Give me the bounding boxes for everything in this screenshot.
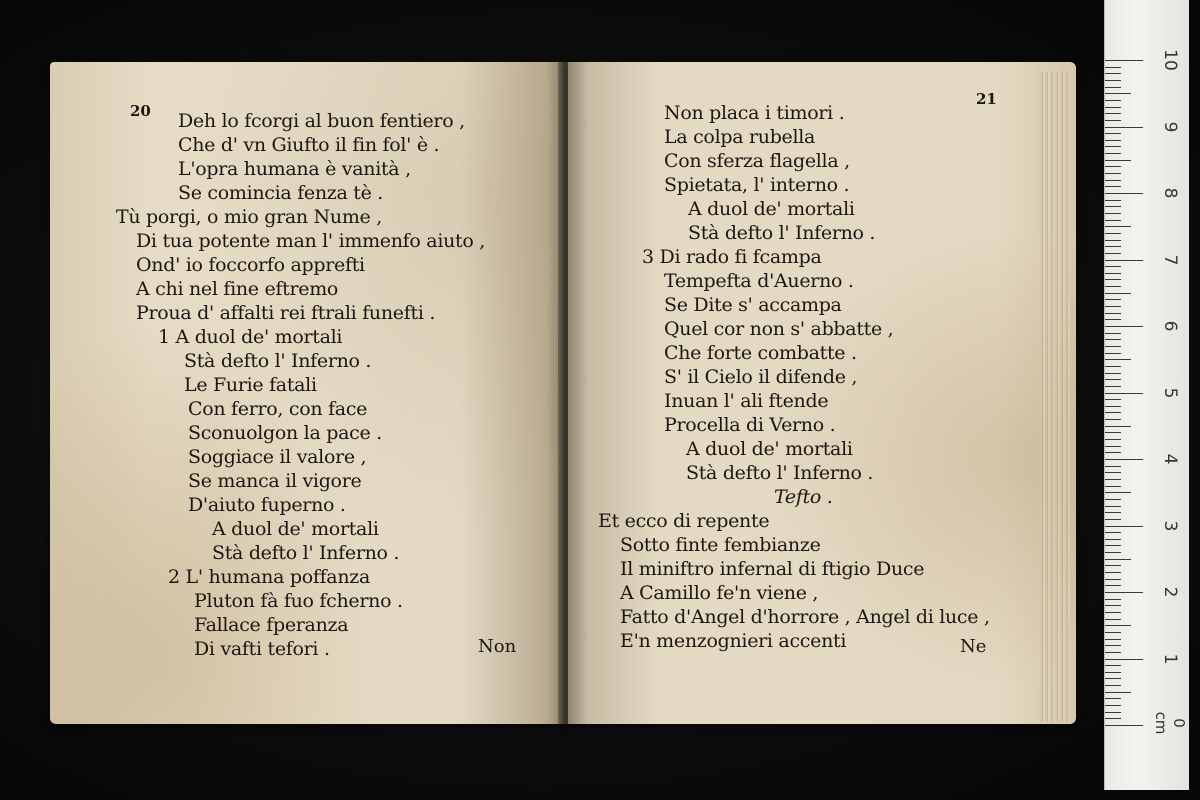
ruler-number: 3 <box>1160 520 1180 532</box>
ruler-tick <box>1105 260 1143 261</box>
ruler-tick <box>1105 486 1121 487</box>
text-line: Se manca il vigore <box>188 470 362 492</box>
text-line: Deh lo fcorgi al buon fentiero , <box>178 110 465 132</box>
text-line: A duol de' mortali <box>688 198 855 220</box>
text-line: Se Dite s' accampa <box>664 294 842 316</box>
text-line: Se comincia fenza tè . <box>178 182 384 204</box>
right-catchword: Ne <box>960 636 987 657</box>
ruler-tick <box>1105 153 1121 154</box>
ruler-tick <box>1105 692 1131 693</box>
ruler-tick <box>1105 293 1131 294</box>
ruler-tick <box>1105 725 1143 726</box>
ruler-tick <box>1105 432 1121 433</box>
right-page-number: 21 <box>976 90 997 108</box>
ruler-tick <box>1105 233 1121 234</box>
ruler-tick <box>1105 393 1143 394</box>
text-line: Che forte combatte . <box>664 342 857 364</box>
ruler-tick <box>1105 632 1121 633</box>
ruler-tick <box>1105 339 1121 340</box>
ruler-tick <box>1105 113 1121 114</box>
ruler-tick <box>1105 539 1121 540</box>
ruler-tick <box>1105 419 1121 420</box>
ruler-tick <box>1105 73 1121 74</box>
ruler-tick <box>1105 326 1143 327</box>
ruler-tick <box>1105 166 1121 167</box>
ruler-tick <box>1105 346 1121 347</box>
text-line: S' il Cielo il difende , <box>664 366 858 388</box>
ruler-tick <box>1105 665 1121 666</box>
text-line: Soggiace il valore , <box>188 446 367 468</box>
ruler-tick <box>1105 599 1121 600</box>
ruler-tick <box>1105 412 1121 413</box>
page-edges <box>1040 72 1070 722</box>
ruler-tick <box>1105 193 1143 194</box>
ruler-tick <box>1105 446 1121 447</box>
ruler-tick <box>1105 545 1121 546</box>
text-line: Di vafti tefori . <box>194 638 330 660</box>
text-line: 2 L' humana poffanza <box>168 566 370 588</box>
text-line: Procella di Verno . <box>664 414 836 436</box>
text-line: Tempefta d'Auerno . <box>664 270 854 292</box>
ruler-tick <box>1105 299 1121 300</box>
ruler-tick <box>1105 80 1121 81</box>
ruler-tick <box>1105 213 1121 214</box>
ruler-tick <box>1105 173 1121 174</box>
text-line: Stà defto l' Inferno . <box>212 542 400 564</box>
ruler-tick <box>1105 645 1121 646</box>
ruler-tick <box>1105 253 1121 254</box>
ruler-tick <box>1105 639 1121 640</box>
ruler-tick <box>1105 472 1121 473</box>
ruler-tick <box>1105 353 1121 354</box>
text-line: Con ferro, con face <box>188 398 368 420</box>
ruler-tick <box>1105 313 1121 314</box>
text-line: Quel cor non s' abbatte , <box>664 318 894 340</box>
ruler-tick <box>1105 625 1131 626</box>
ruler-tick <box>1105 366 1121 367</box>
ruler-tick <box>1105 60 1143 61</box>
ruler-tick <box>1105 439 1121 440</box>
ruler-tick <box>1105 565 1121 566</box>
ruler-tick <box>1105 705 1121 706</box>
ruler-tick <box>1105 452 1121 453</box>
ruler-tick <box>1105 512 1121 513</box>
ruler-tick <box>1105 406 1121 407</box>
text-line: Stà defto l' Inferno . <box>686 462 874 484</box>
ruler-tick <box>1105 333 1121 334</box>
text-line: Pluton fà fuo fcherno . <box>194 590 403 612</box>
ruler-number: 9 <box>1160 121 1180 133</box>
text-line: Fallace fperanza <box>194 614 349 636</box>
text-line: Che d' vn Giufto il fin fol' è . <box>178 134 440 156</box>
ruler-number: 8 <box>1160 187 1180 199</box>
right-page <box>568 62 1076 724</box>
ruler-tick <box>1105 386 1121 387</box>
ruler-tick <box>1105 140 1121 141</box>
text-line: Con sferza flagella , <box>664 150 850 172</box>
text-line: Ond' io foccorfo apprefti <box>136 254 365 276</box>
ruler-tick <box>1105 133 1121 134</box>
left-page <box>50 62 562 724</box>
text-line: Proua d' affalti rei ftrali funefti . <box>136 302 436 324</box>
ruler-number: 4 <box>1160 453 1180 465</box>
ruler-tick <box>1105 279 1121 280</box>
text-line: 3 Di rado fi fcampa <box>642 246 822 268</box>
ruler-tick <box>1105 659 1143 660</box>
left-page-text <box>50 62 562 724</box>
ruler-number: 2 <box>1160 586 1180 598</box>
ruler-tick <box>1105 712 1121 713</box>
ruler-tick <box>1105 246 1121 247</box>
ruler-tick <box>1105 273 1121 274</box>
left-catchword: Non <box>478 636 517 657</box>
text-line: Fatto d'Angel d'horrore , Angel di luce , <box>620 606 990 628</box>
ruler-unit-label: 0 cm <box>1152 711 1188 735</box>
ruler-tick <box>1105 200 1121 201</box>
ruler-tick <box>1105 379 1121 380</box>
ruler-tick <box>1105 100 1121 101</box>
text-line: Stà defto l' Inferno . <box>688 222 876 244</box>
text-line: Stà defto l' Inferno . <box>184 350 372 372</box>
ruler-tick <box>1105 373 1121 374</box>
ruler-tick <box>1105 698 1121 699</box>
ruler-tick <box>1105 127 1143 128</box>
ruler-tick <box>1105 186 1121 187</box>
text-line: Sotto finte fembianze <box>620 534 821 556</box>
ruler-number: 5 <box>1160 387 1180 399</box>
text-line: A duol de' mortali <box>686 438 853 460</box>
ruler-number: 1 <box>1160 653 1180 665</box>
ruler-tick <box>1105 146 1121 147</box>
ruler-tick <box>1105 678 1121 679</box>
text-line: A Camillo fe'n viene , <box>620 582 819 604</box>
left-page-number: 20 <box>130 102 151 120</box>
measurement-ruler <box>1104 0 1189 790</box>
text-line: 1 A duol de' mortali <box>158 326 343 348</box>
text-line: Le Furie fatali <box>184 374 317 396</box>
text-line: E'n menzognieri accenti <box>620 630 847 652</box>
text-line: A duol de' mortali <box>212 518 379 540</box>
text-line: L'opra humana è vanità , <box>178 158 411 180</box>
ruler-tick <box>1105 306 1121 307</box>
ruler-tick <box>1105 319 1121 320</box>
ruler-number: 7 <box>1160 254 1180 266</box>
text-line: D'aiuto fuperno . <box>188 494 346 516</box>
ruler-tick <box>1105 506 1121 507</box>
ruler-tick <box>1105 67 1121 68</box>
text-line: Non placa i timori . <box>664 102 845 124</box>
right-page-text <box>568 62 1076 724</box>
ruler-tick <box>1105 120 1121 121</box>
ruler-tick <box>1105 572 1121 573</box>
ruler-tick <box>1105 526 1143 527</box>
ruler-tick <box>1105 592 1143 593</box>
text-line: Et ecco di repente <box>598 510 770 532</box>
ruler-number: 10 <box>1160 49 1180 71</box>
ruler-tick <box>1105 492 1131 493</box>
ruler-tick <box>1105 226 1131 227</box>
ruler-number: 6 <box>1160 320 1180 332</box>
ruler-tick <box>1105 619 1121 620</box>
ruler-tick <box>1105 107 1121 108</box>
ruler-tick <box>1105 426 1131 427</box>
ruler-tick <box>1105 579 1121 580</box>
ruler-tick <box>1105 532 1121 533</box>
ruler-tick <box>1105 220 1121 221</box>
text-line: Sconuolgon la pace . <box>188 422 382 444</box>
ruler-tick <box>1105 612 1121 613</box>
ruler-tick <box>1105 479 1121 480</box>
ruler-tick <box>1105 466 1121 467</box>
ruler-tick <box>1105 87 1121 88</box>
ruler-tick <box>1105 93 1131 94</box>
ruler-tick <box>1105 519 1121 520</box>
ruler-tick <box>1105 459 1143 460</box>
ruler-tick <box>1105 499 1121 500</box>
ruler-tick <box>1105 266 1121 267</box>
ruler-tick <box>1105 605 1121 606</box>
ruler-tick <box>1105 552 1121 553</box>
ruler-tick <box>1105 672 1121 673</box>
ruler-tick <box>1105 240 1121 241</box>
text-line: La colpa rubella <box>664 126 816 148</box>
text-line: Spietata, l' interno . <box>664 174 850 196</box>
ruler-tick <box>1105 652 1121 653</box>
ruler-tick <box>1105 585 1121 586</box>
ruler-tick <box>1105 685 1121 686</box>
ruler-tick <box>1105 359 1131 360</box>
text-line: A chi nel fine eftremo <box>136 278 339 300</box>
ruler-tick <box>1105 206 1121 207</box>
ruler-tick <box>1105 718 1121 719</box>
ruler-tick <box>1105 160 1131 161</box>
text-line: Inuan l' ali ftende <box>664 390 829 412</box>
ruler-tick <box>1105 559 1131 560</box>
text-line: Tù porgi, o mio gran Nume , <box>116 206 382 228</box>
text-heading: Tefto . <box>774 486 833 508</box>
text-line: Di tua potente man l' immenfo aiuto , <box>136 230 485 252</box>
text-line: Il miniftro infernal di ftigio Duce <box>620 558 925 580</box>
ruler-tick <box>1105 286 1121 287</box>
ruler-tick <box>1105 180 1121 181</box>
open-book <box>50 62 1078 734</box>
ruler-tick <box>1105 399 1121 400</box>
